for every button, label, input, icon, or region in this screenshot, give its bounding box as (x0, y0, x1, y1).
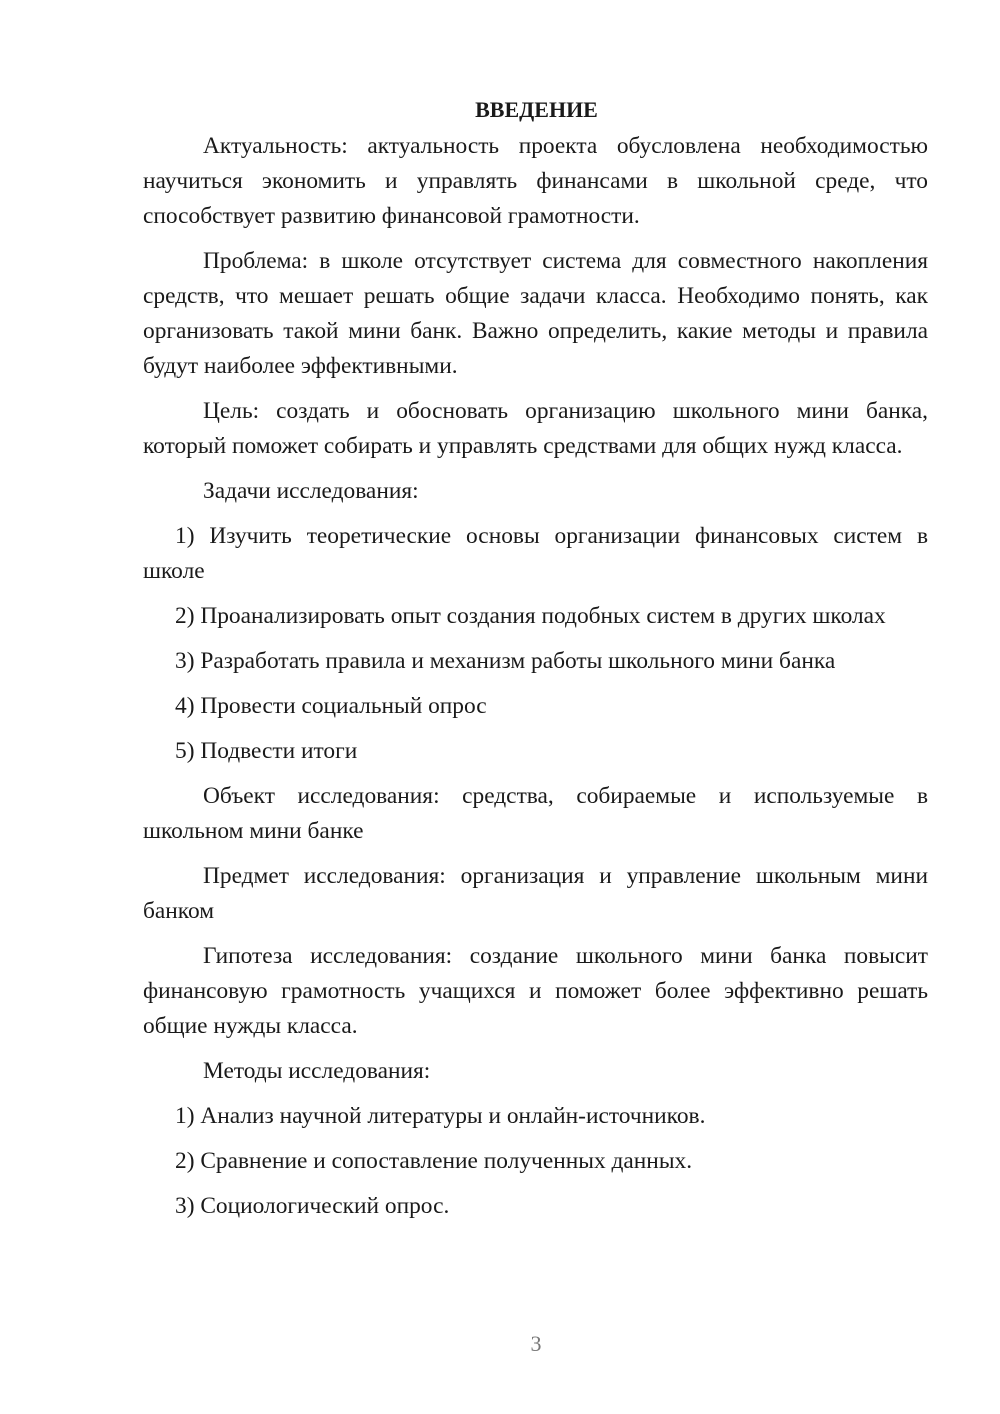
tasks-heading: Задачи исследования: (203, 478, 419, 504)
task-item: 4) Провести социальный опрос (175, 693, 487, 719)
goal-paragraph: Цель: создать и обосновать организацию школьного мини банка, который поможет собирать и управлять средствами для общих нужд класса. (143, 398, 928, 459)
task-item: 1) Изучить теоретические основы организации финансовых систем в школе (143, 523, 928, 584)
task-item: 2) Проанализировать опыт создания подобных систем в других школах (175, 603, 886, 629)
methods-heading: Методы исследования: (203, 1058, 431, 1084)
page-number: 3 (530, 1331, 542, 1356)
hypothesis-paragraph: Гипотеза исследования: создание школьного мини банка повысит финансовую грамотность учащихся и поможет более эффективно решать общие нужды класса. (143, 943, 928, 1039)
relevance-paragraph: Актуальность: актуальность проекта обусловлена необходимостью научиться экономить и управлять финансами в школьной среде, что способствует развитию финансовой грамотности. (143, 133, 928, 229)
task-item: 3) Разработать правила и механизм работы школьного мини банка (175, 648, 836, 674)
method-item: 3) Социологический опрос. (175, 1193, 450, 1219)
section-title: ВВЕДЕНИЕ (475, 97, 598, 122)
document-body (143, 92, 928, 1234)
method-item: 1) Анализ научной литературы и онлайн-источников. (175, 1103, 706, 1129)
subject-paragraph: Предмет исследования: организация и управление школьным мини банком (143, 863, 928, 924)
method-item: 2) Сравнение и сопоставление полученных данных. (175, 1148, 693, 1174)
task-item: 5) Подвести итоги (175, 738, 358, 764)
object-paragraph: Объект исследования: средства, собираемые и используемые в школьном мини банке (143, 783, 928, 844)
problem-paragraph: Проблема: в школе отсутствует система для совместного накопления средств, что мешает решать общие задачи класса. Необходимо понять, как организовать такой мини банк. Важно определить, какие методы и правила будут наиболее эффективными. (143, 248, 928, 379)
